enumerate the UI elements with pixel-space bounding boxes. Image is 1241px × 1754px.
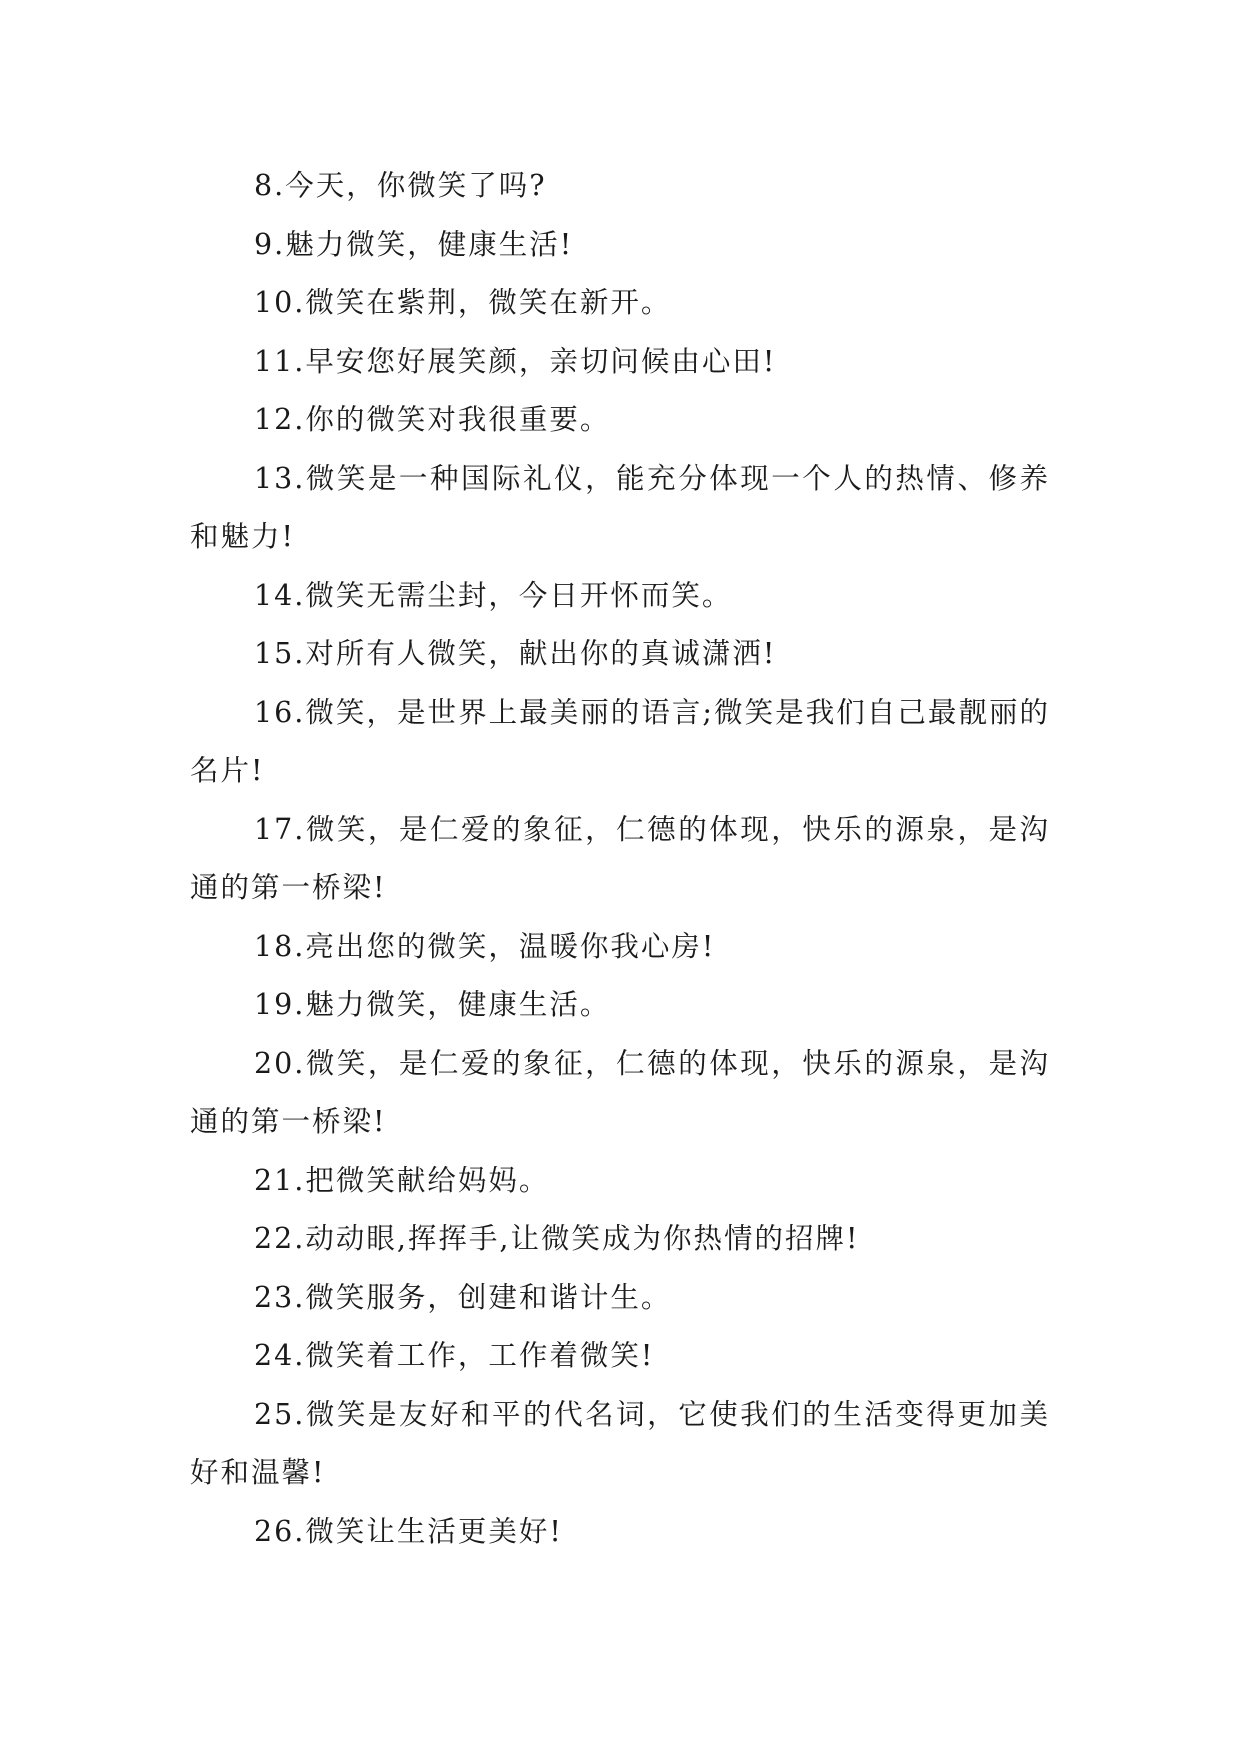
list-item: 18.亮出您的微笑，温暖你我心房!: [254, 929, 716, 963]
list-item: 15.对所有人微笑，献出你的真诚潇洒!: [254, 637, 777, 670]
list-item: 8.今天，你微笑了吗?: [254, 169, 547, 202]
list-item: 19.魅力微笑，健康生活。: [254, 988, 611, 1021]
list-item: 17.微笑，是仁爱的象征，仁德的体现，快乐的源泉，是沟通的第一桥梁!: [190, 812, 1050, 904]
list-item: 10.微笑在紫荆，微笑在新开。: [254, 286, 672, 319]
list-item: 26.微笑让生活更美好!: [254, 1514, 563, 1548]
list-item: 23.微笑服务，创建和谐计生。: [254, 1280, 672, 1314]
list-item: 24.微笑着工作，工作着微笑!: [254, 1339, 655, 1372]
list-item: 20.微笑，是仁爱的象征，仁德的体现，快乐的源泉，是沟通的第一桥梁!: [190, 1046, 1050, 1138]
list-item: 25.微笑是友好和平的代名词，它使我们的生活变得更加美好和温馨!: [190, 1397, 1050, 1489]
list-item: 16.微笑，是世界上最美丽的语言;微笑是我们自己最靓丽的名片!: [190, 695, 1050, 787]
list-item: 21.把微笑献给妈妈。: [254, 1163, 550, 1197]
slogan-list: [190, 157, 1050, 1561]
list-item: 14.微笑无需尘封，今日开怀而笑。: [254, 578, 733, 612]
list-item: 12.你的微笑对我很重要。: [254, 403, 611, 436]
list-item: 22.动动眼,挥挥手,让微笑成为你热情的招牌!: [254, 1222, 860, 1255]
list-item: 11.早安您好展笑颜，亲切问候由心田!: [254, 344, 777, 378]
list-item: 13.微笑是一种国际礼仪，能充分体现一个人的热情、修养和魅力!: [190, 461, 1050, 553]
list-item: 9.魅力微笑，健康生活!: [254, 227, 574, 261]
